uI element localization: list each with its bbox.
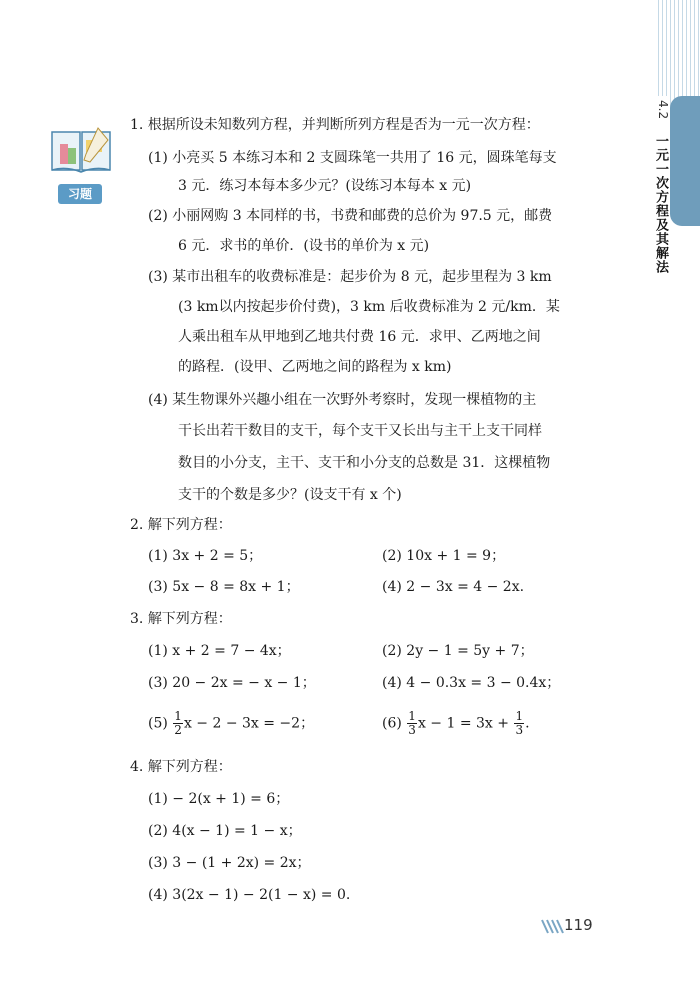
fraction: $\frac{1}{2}$: [174, 709, 182, 737]
fraction: $\frac{1}{3}$: [515, 709, 524, 737]
q3-item-5: (5) $\frac{1}{2}$ x − 2 − 3x = −2；: [148, 709, 315, 737]
question-1-stem: 根据所设未知数列方程，并判断所列方程是否为一元一次方程：: [147, 117, 540, 133]
question-3: [130, 609, 232, 629]
question-4: [130, 757, 232, 777]
exercise-badge: 习题: [58, 184, 102, 204]
section-number: 4.2: [656, 100, 670, 120]
q3-item: (3) 20 − 2x = − x − 1；: [148, 675, 316, 691]
q3-item: (4) 4 − 0.3x = 3 − 0.4x；: [382, 675, 561, 691]
q1-line: (1) 小亮买 5 本练习本和 2 支圆珠笔一共用了 16 元，圆珠笔每支: [148, 150, 557, 166]
q1-line: 干长出若干数目的支干，每个支干又长出与主干上支干同样: [178, 423, 542, 439]
question-2: [130, 515, 232, 535]
question-2-label: 2.: [130, 517, 144, 533]
page-number-marks: [540, 918, 566, 934]
q4-item: (1) − 2(x + 1) = 6；: [148, 791, 290, 807]
question-4-label: 4.: [130, 759, 144, 775]
q4-item: (3) 3 − (1 + 2x) = 2x；: [148, 855, 311, 871]
q1-line: 3 元．练习本每本多少元？(设练习本每本 x 元): [178, 178, 472, 194]
q1-line: 人乘出租车从甲地到乙地共付费 16 元．求甲、乙两地之间: [178, 329, 541, 345]
question-3-stem: 解下列方程：: [147, 611, 232, 627]
q1-line: (3 km以内按起步价付费)，3 km 后收费标准为 2 元/km．某: [178, 299, 560, 315]
q2-item: (3) 5x − 8 = 8x + 1；: [148, 579, 300, 595]
q2-item: (4) 2 − 3x = 4 − 2x.: [382, 579, 525, 595]
open-book-icon: [46, 122, 116, 178]
page-number: 119: [564, 916, 593, 934]
q3-item-6: (6) $\frac{1}{3}$ x − 1 = 3x + $\frac{1}{3}$ .: [382, 709, 530, 737]
q1-line: (2) 小丽网购 3 本同样的书，书费和邮费的总价为 97.5 元，邮费: [148, 208, 553, 224]
fraction: $\frac{1}{3}$: [408, 709, 416, 737]
section-tab: [670, 96, 700, 226]
q3-item: (2) 2y − 1 = 5y + 7；: [382, 643, 534, 659]
question-3-label: 3.: [130, 611, 144, 627]
question-1: [130, 115, 540, 135]
question-1-label: 1.: [130, 117, 144, 133]
q4-item: (2) 4(x − 1) = 1 − x；: [148, 823, 302, 839]
q1-line: 支干的个数是多少？(设支干有 x 个): [178, 487, 402, 503]
q1-line: 6 元．求书的单价．(设书的单价为 x 元): [178, 238, 430, 254]
section-title: 一元一次方程及其解法: [653, 134, 668, 274]
q2-item: (2) 10x + 1 = 9；: [382, 548, 506, 564]
q1-line: 数目的小分支，主干、支干和小分支的总数是 31．这棵植物: [178, 455, 551, 471]
q1-line: 的路程．(设甲、乙两地之间的路程为 x km): [178, 359, 452, 375]
q2-item: (1) 3x + 2 = 5；: [148, 548, 263, 564]
question-4-stem: 解下列方程：: [147, 759, 232, 775]
q1-line: (4) 某生物课外兴趣小组在一次野外考察时，发现一棵植物的主: [148, 392, 537, 408]
question-2-stem: 解下列方程：: [147, 517, 232, 533]
q3-item: (1) x + 2 = 7 − 4x；: [148, 643, 291, 659]
q4-item: (4) 3(2x − 1) − 2(1 − x) = 0.: [148, 887, 351, 903]
q1-line: (3) 某市出租车的收费标准是：起步价为 8 元，起步里程为 3 km: [148, 269, 552, 285]
